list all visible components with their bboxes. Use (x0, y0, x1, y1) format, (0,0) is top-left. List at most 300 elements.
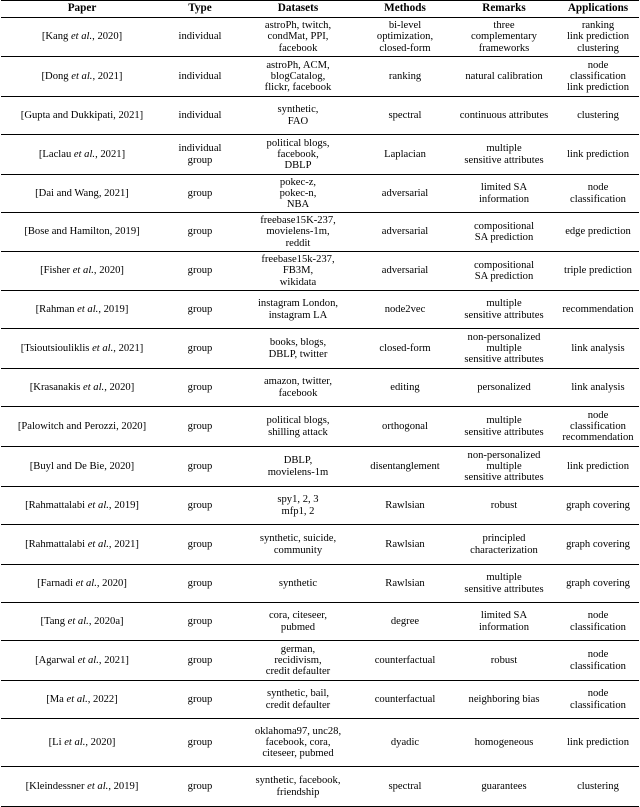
methods-line: degree (390, 615, 420, 627)
type-cell (163, 57, 237, 97)
type-line: group (187, 460, 213, 472)
paper-citation-pre: [Agarwal (35, 654, 78, 666)
methods-line: Laplacian (384, 148, 426, 160)
datasets-line: oklahoma97, unc28, (254, 725, 342, 737)
type-cell (163, 135, 237, 175)
methods-cell (359, 252, 451, 291)
remarks-line: sensitive attributes (464, 472, 544, 484)
methods-cell (359, 18, 451, 57)
type-line: individual (178, 70, 222, 82)
type-cell (163, 329, 237, 369)
type-line: group (187, 736, 213, 748)
applications-line: node classification (570, 649, 626, 672)
table-row (1, 213, 639, 252)
applications-line: graph covering (566, 499, 630, 511)
applications-line: node classification (570, 688, 626, 711)
methods-cell (359, 447, 451, 487)
datasets-cell (237, 681, 359, 719)
applications-line: recommendation (562, 303, 634, 315)
table-row (1, 719, 639, 767)
methods-line: optimization, (376, 31, 434, 43)
applications-line: link analysis (571, 381, 625, 393)
applications-cell (557, 213, 639, 252)
remarks-line: multiple (486, 143, 522, 155)
applications-line: edge prediction (565, 226, 631, 238)
type-cell (163, 565, 237, 603)
paper-citation-etal: et al. (64, 736, 86, 748)
type-cell (163, 487, 237, 525)
methods-line: adversarial (381, 265, 429, 277)
remarks-line: limited SA (480, 182, 528, 194)
paper-cell (1, 565, 163, 603)
type-line: group (187, 538, 213, 550)
datasets-cell (237, 135, 359, 175)
datasets-cell (237, 97, 359, 135)
methods-line: counterfactual (374, 693, 436, 705)
paper-citation-post: , 2021] (95, 148, 126, 160)
applications-cell (557, 291, 639, 329)
paper-citation-post: , 2021] (108, 538, 139, 550)
applications-cell (557, 369, 639, 407)
datasets-line: reddit (285, 237, 311, 249)
applications-cell (557, 719, 639, 767)
applications-line: node classification (570, 409, 626, 432)
paper-citation-etal: et al. (72, 265, 94, 277)
remarks-line: multiple (486, 415, 522, 427)
methods-cell (359, 681, 451, 719)
remarks-line: robust (490, 499, 518, 511)
type-cell (163, 213, 237, 252)
methods-cell (359, 97, 451, 135)
paper-citation-post: , 2020] (85, 736, 116, 748)
methods-cell (359, 603, 451, 641)
paper-citation-post: , 2019] (108, 499, 139, 511)
datasets-line: credit defaulter (265, 666, 331, 678)
datasets-line: blogCatalog, (270, 70, 326, 82)
header-row (1, 1, 639, 18)
type-cell (163, 447, 237, 487)
applications-cell (557, 97, 639, 135)
datasets-line: amazon, twitter, (263, 376, 333, 388)
applications-line: graph covering (566, 538, 630, 550)
datasets-line: community (273, 544, 323, 556)
datasets-cell (237, 57, 359, 97)
paper-citation-etal: et al. (73, 148, 96, 160)
remarks-line: compositional (473, 259, 535, 271)
remarks-cell (451, 767, 557, 807)
paper-cell (1, 57, 163, 97)
methods-line: disentanglement (370, 460, 440, 472)
paper-citation-post: , 2020] (92, 31, 123, 43)
table-row (1, 447, 639, 487)
paper-cell (1, 291, 163, 329)
remarks-line: sensitive attributes (464, 354, 544, 366)
applications-cell (557, 603, 639, 641)
column-header-datasets: Datasets (237, 1, 359, 18)
methods-cell (359, 369, 451, 407)
table-row (1, 97, 639, 135)
datasets-cell (237, 252, 359, 291)
paper-citation-post: , 2019] (98, 303, 129, 315)
table-row (1, 252, 639, 291)
paper-citation-etal: et al. (67, 615, 89, 627)
column-header-type: Type (163, 1, 237, 18)
remarks-line: multiple (486, 572, 522, 584)
methods-line: Rawlsian (385, 499, 425, 511)
remarks-cell (451, 213, 557, 252)
type-cell (163, 369, 237, 407)
datasets-line: synthetic, bail, (266, 688, 330, 700)
datasets-line: movielens-1m (267, 466, 329, 478)
datasets-cell (237, 641, 359, 681)
methods-cell (359, 329, 451, 369)
datasets-cell (237, 719, 359, 767)
paper-citation-post: , 2021] (92, 70, 123, 82)
type-cell (163, 175, 237, 213)
datasets-line: flickr, facebook (264, 82, 332, 94)
remarks-line: sensitive attributes (464, 309, 544, 321)
paper-citation-post: , 2021] (98, 654, 129, 666)
type-line: individual (178, 143, 222, 155)
datasets-line: astroPh, ACM, (266, 59, 330, 71)
paper-cell (1, 175, 163, 213)
paper-cell (1, 97, 163, 135)
datasets-line: synthetic, (277, 104, 319, 116)
remarks-line: principled (482, 533, 526, 545)
paper-citation-pre: [Rahman (35, 303, 78, 315)
methods-line: editing (390, 381, 420, 393)
paper-cell (1, 487, 163, 525)
paper-citation-etal: et al. (70, 31, 93, 43)
type-line: individual (178, 109, 222, 121)
type-line: group (187, 303, 213, 315)
column-header-paper: Paper (1, 1, 163, 18)
methods-line: bi-level (388, 20, 422, 32)
type-line: group (187, 342, 213, 354)
methods-line: closed-form (379, 42, 431, 54)
paper-citation-pre: [Farnadi (37, 577, 76, 589)
datasets-line: facebook (278, 387, 318, 399)
remarks-line: limited SA (480, 610, 528, 622)
remarks-cell (451, 329, 557, 369)
methods-cell (359, 487, 451, 525)
remarks-line: three (493, 20, 515, 32)
datasets-line: pubmed (280, 621, 316, 633)
column-header-applications: Applications (557, 1, 639, 18)
methods-cell (359, 719, 451, 767)
paper-cell (1, 213, 163, 252)
datasets-line: facebook (278, 42, 318, 54)
applications-line: link prediction (566, 148, 630, 160)
type-line: group (187, 187, 213, 199)
datasets-cell (237, 213, 359, 252)
methods-cell (359, 57, 451, 97)
paper-cell (1, 329, 163, 369)
remarks-line: multiple (486, 342, 522, 354)
paper-cell (1, 641, 163, 681)
remarks-line: multiple (486, 460, 522, 472)
paper-cell (1, 135, 163, 175)
datasets-line: pokec-z, (279, 176, 317, 188)
applications-cell (557, 525, 639, 565)
methods-line: dyadic (390, 736, 420, 748)
table-row (1, 565, 639, 603)
paper-citation-pre: [Tang (40, 615, 68, 627)
datasets-line: synthetic, facebook, (255, 775, 341, 787)
type-cell (163, 252, 237, 291)
remarks-cell (451, 291, 557, 329)
paper-citation-pre: [Kang (41, 31, 71, 43)
applications-cell (557, 135, 639, 175)
paper-citation-pre: [Rahmattalabi (25, 538, 88, 550)
remarks-line: sensitive attributes (464, 426, 544, 438)
applications-line: graph covering (566, 577, 630, 589)
paper-citation-pre: [Buyl and De Bie, 2020] (29, 460, 135, 472)
datasets-cell (237, 329, 359, 369)
remarks-cell (451, 565, 557, 603)
remarks-line: non-personalized (467, 331, 541, 343)
datasets-line: movielens-1m, (266, 226, 330, 238)
applications-line: link prediction (566, 82, 630, 94)
type-cell (163, 407, 237, 447)
paper-citation-post: , 2020a] (88, 615, 124, 627)
type-cell (163, 18, 237, 57)
table-row (1, 329, 639, 369)
paper-cell (1, 447, 163, 487)
applications-line: ranking (581, 20, 615, 32)
datasets-line: friendship (276, 786, 320, 798)
datasets-line: cora, citeseer, (268, 610, 328, 622)
datasets-cell (237, 175, 359, 213)
table-row (1, 641, 639, 681)
methods-cell (359, 407, 451, 447)
paper-citation-pre: [Kleindessner (25, 780, 88, 792)
paper-citation-post: , 2020] (96, 577, 127, 589)
paper-cell (1, 407, 163, 447)
applications-line: triple prediction (564, 265, 632, 277)
paper-cell (1, 525, 163, 565)
datasets-line: facebook, cora, (265, 736, 331, 748)
paper-citation-pre: [Laclau (38, 148, 74, 160)
paper-citation-etal: et al. (75, 577, 97, 589)
applications-cell (557, 447, 639, 487)
paper-cell (1, 369, 163, 407)
applications-line: node classification (570, 59, 626, 82)
applications-line: clustering (577, 42, 619, 54)
table-row (1, 525, 639, 565)
methods-cell (359, 767, 451, 807)
remarks-line: information (478, 193, 529, 205)
remarks-line: natural calibration (465, 70, 543, 82)
type-line: group (187, 499, 213, 511)
methods-cell (359, 565, 451, 603)
remarks-line: multiple (486, 298, 522, 310)
type-line: group (187, 615, 213, 627)
paper-citation-etal: et al. (77, 303, 99, 315)
methods-line: Rawlsian (385, 577, 425, 589)
paper-citation-post: , 2019] (108, 780, 139, 792)
table-row (1, 57, 639, 97)
applications-cell (557, 175, 639, 213)
paper-citation-pre: [Li (48, 736, 65, 748)
applications-cell (557, 407, 639, 447)
datasets-cell (237, 369, 359, 407)
paper-citation-pre: [Gupta and Dukkipati, 2021] (20, 109, 144, 121)
methods-cell (359, 525, 451, 565)
remarks-line: neighboring bias (468, 693, 540, 705)
datasets-line: condMat, PPI, (267, 31, 329, 43)
datasets-cell (237, 565, 359, 603)
remarks-cell (451, 97, 557, 135)
methods-line: adversarial (381, 187, 429, 199)
table-body (1, 18, 639, 807)
remarks-line: homogeneous (474, 736, 534, 748)
methods-line: Rawlsian (385, 538, 425, 550)
paper-citation-pre: [Rahmattalabi (25, 499, 88, 511)
table-row (1, 135, 639, 175)
datasets-line: shilling attack (268, 426, 328, 438)
datasets-line: FAO (287, 115, 309, 127)
applications-cell (557, 565, 639, 603)
remarks-cell (451, 57, 557, 97)
datasets-line: DBLP, twitter (268, 348, 328, 360)
paper-citation-pre: [Ma (46, 693, 67, 705)
datasets-line: instagram LA (268, 309, 328, 321)
table-row (1, 18, 639, 57)
paper-citation-etal: et al. (71, 70, 93, 82)
type-line: individual (178, 31, 222, 43)
datasets-cell (237, 525, 359, 565)
datasets-cell (237, 603, 359, 641)
paper-cell (1, 18, 163, 57)
remarks-line: sensitive attributes (464, 583, 544, 595)
table-row (1, 603, 639, 641)
paper-citation-etal: et al. (87, 538, 109, 550)
remarks-line: SA prediction (474, 271, 534, 282)
datasets-line: freebase15K-237, (260, 215, 336, 227)
paper-cell (1, 603, 163, 641)
datasets-line: DBLP, (283, 455, 313, 467)
type-cell (163, 767, 237, 807)
paper-citation-pre: [Bose and Hamilton, 2019] (24, 226, 140, 238)
paper-citation-post: , 2020] (104, 381, 135, 393)
paper-citation-post: , 2022] (87, 693, 118, 705)
paper-citation-pre: [Dai and Wang, 2021] (35, 187, 129, 199)
paper-cell (1, 252, 163, 291)
applications-line: recommendation (562, 432, 634, 444)
datasets-cell (237, 291, 359, 329)
methods-line: counterfactual (374, 654, 436, 666)
type-line: group (187, 265, 213, 277)
datasets-line: political blogs, (266, 415, 330, 427)
column-header-remarks: Remarks (451, 1, 557, 18)
table-row (1, 681, 639, 719)
methods-cell (359, 213, 451, 252)
paper-citation-post: , 2021] (113, 342, 144, 354)
survey-table (1, 0, 639, 807)
remarks-line: sensitive attributes (464, 154, 544, 166)
applications-line: link prediction (566, 736, 630, 748)
remarks-cell (451, 369, 557, 407)
table-row (1, 175, 639, 213)
remarks-line: information (478, 621, 529, 633)
applications-cell (557, 57, 639, 97)
remarks-cell (451, 603, 557, 641)
type-line: group (187, 226, 213, 238)
methods-line: spectral (388, 780, 422, 792)
datasets-line: wikidata (279, 276, 317, 288)
applications-line: node classification (570, 182, 626, 205)
table-row (1, 369, 639, 407)
applications-cell (557, 329, 639, 369)
remarks-cell (451, 135, 557, 175)
paper-citation-etal: et al. (66, 693, 88, 705)
applications-line: clustering (577, 109, 619, 121)
type-line: group (187, 693, 213, 705)
remarks-cell (451, 252, 557, 291)
paper-citation-etal: et al. (92, 342, 114, 354)
paper-citation-etal: et al. (87, 780, 109, 792)
type-line: group (187, 420, 213, 432)
paper-citation-pre: [Tsioutsiouliklis (20, 342, 93, 354)
remarks-line: compositional (473, 220, 535, 232)
remarks-cell (451, 175, 557, 213)
datasets-line: NBA (286, 199, 310, 211)
type-cell (163, 681, 237, 719)
applications-cell (557, 767, 639, 807)
type-line: group (187, 577, 213, 589)
remarks-line: complementary (471, 31, 537, 43)
applications-line: node classification (570, 610, 626, 633)
methods-line: ranking (388, 70, 422, 82)
applications-line: link analysis (571, 342, 625, 354)
remarks-cell (451, 447, 557, 487)
datasets-line: synthetic (278, 577, 318, 589)
remarks-cell (451, 487, 557, 525)
paper-cell (1, 681, 163, 719)
remarks-line: frameworks (478, 42, 530, 54)
applications-line: link prediction (566, 460, 630, 472)
table-row (1, 487, 639, 525)
table-row (1, 407, 639, 447)
table-row (1, 291, 639, 329)
remarks-line: SA prediction (474, 232, 534, 243)
paper-cell (1, 719, 163, 767)
type-cell (163, 641, 237, 681)
type-line: group (187, 780, 213, 792)
datasets-line: spy1, 2, 3 (277, 494, 319, 506)
type-line: group (187, 381, 213, 393)
methods-cell (359, 135, 451, 175)
datasets-line: freebase15k-237, (261, 254, 335, 266)
methods-line: adversarial (381, 226, 429, 238)
methods-cell (359, 291, 451, 329)
datasets-line: recidivism, (274, 654, 322, 666)
table-row (1, 767, 639, 807)
remarks-cell (451, 719, 557, 767)
methods-line: closed-form (379, 342, 431, 354)
datasets-line: pokec-n, (279, 187, 317, 199)
paper-cell (1, 767, 163, 807)
type-cell (163, 291, 237, 329)
datasets-cell (237, 767, 359, 807)
datasets-line: german, (280, 643, 316, 655)
remarks-line: robust (490, 654, 518, 666)
type-cell (163, 525, 237, 565)
datasets-line: facebook, (277, 148, 319, 160)
datasets-line: instagram London, (257, 298, 339, 310)
remarks-line: continuous attributes (459, 109, 549, 121)
